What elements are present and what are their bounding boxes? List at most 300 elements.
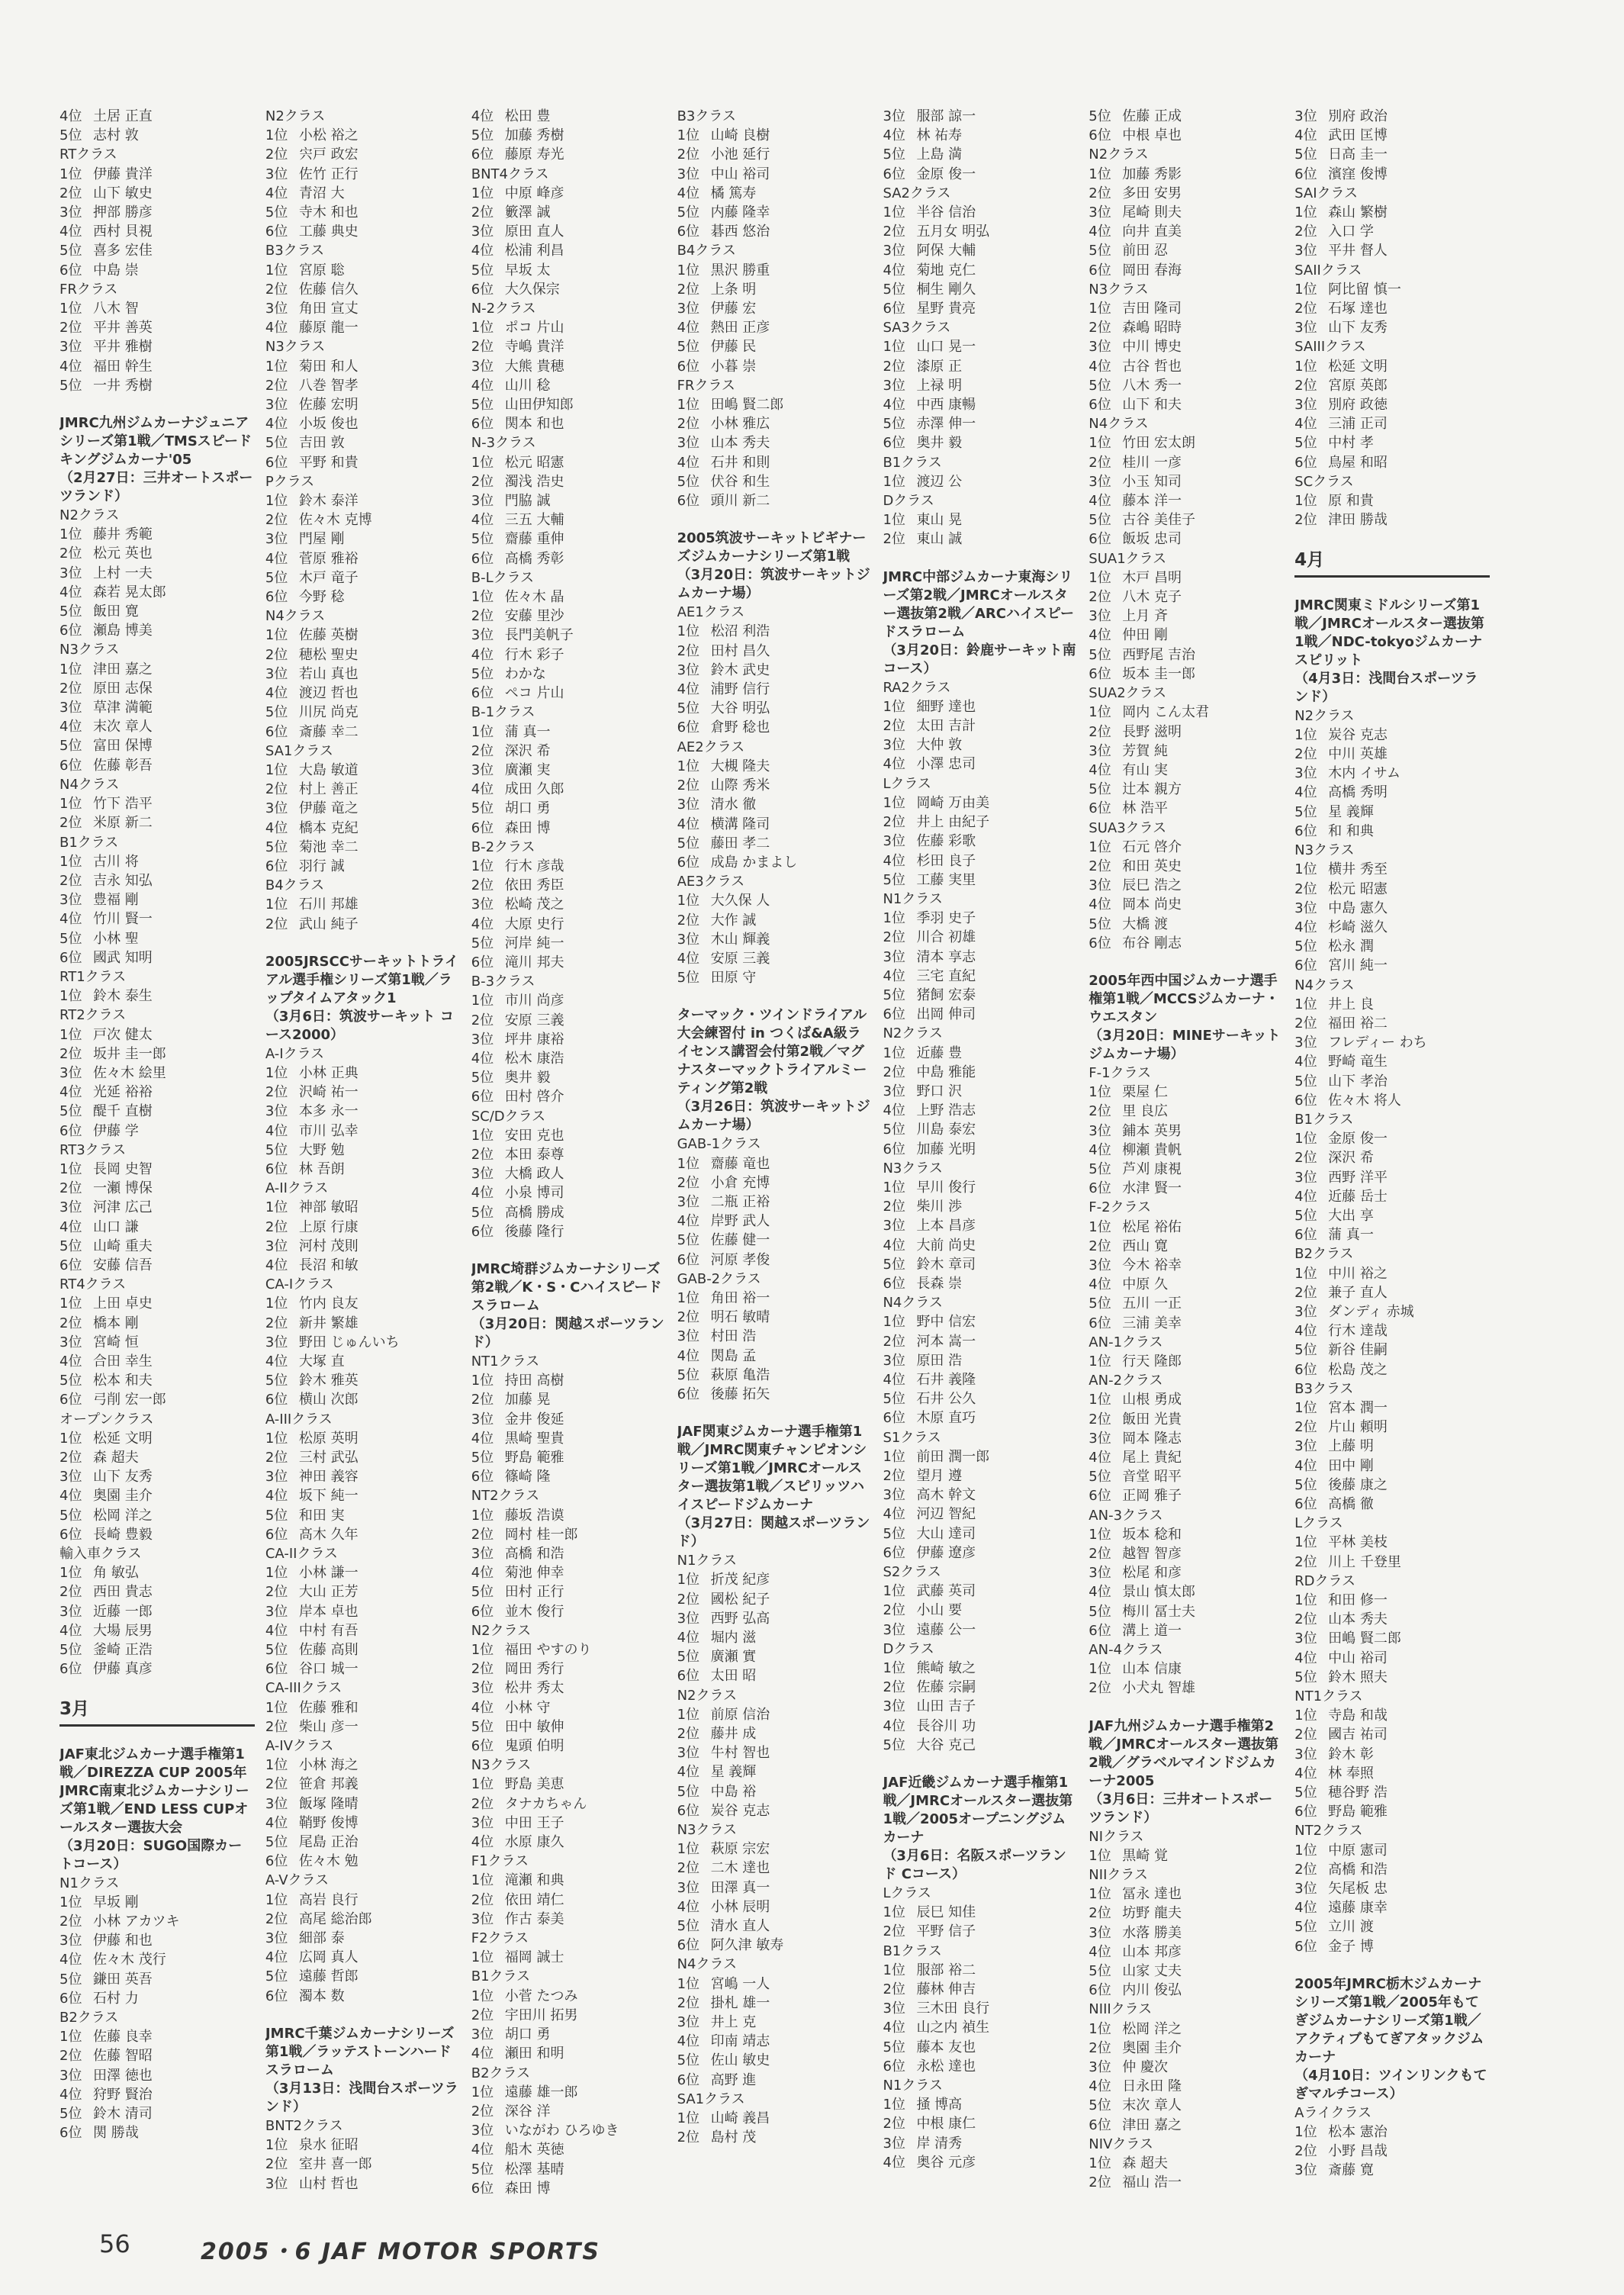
driver-name: 上月 斉 bbox=[1122, 608, 1169, 625]
result-row bbox=[883, 2018, 1078, 2037]
result-row bbox=[677, 453, 873, 472]
result-row bbox=[1089, 1256, 1284, 1275]
result-row bbox=[471, 2160, 667, 2179]
result-row bbox=[471, 2140, 667, 2159]
result-row bbox=[265, 126, 461, 145]
result-row bbox=[883, 1005, 1078, 1024]
driver-name: 金原 俊一 bbox=[1328, 1131, 1388, 1148]
result-row bbox=[1294, 165, 1490, 184]
class-heading: B3クラス bbox=[1294, 1380, 1354, 1397]
result-row bbox=[59, 1931, 255, 1950]
result-position: 2位 bbox=[1294, 224, 1317, 240]
driver-name: 野島 範雅 bbox=[504, 1450, 564, 1466]
result-row bbox=[1294, 1225, 1490, 1244]
driver-name: 奥井 毅 bbox=[916, 435, 963, 452]
driver-name: 八巻 智孝 bbox=[298, 377, 359, 394]
result-row bbox=[265, 857, 461, 876]
result-position: 4位 bbox=[883, 2020, 905, 2036]
result-position: 2位 bbox=[59, 546, 82, 562]
result-position: 3位 bbox=[883, 1218, 905, 1234]
driver-name: 五月女 明弘 bbox=[916, 224, 990, 240]
driver-name: 坂本 圭一郎 bbox=[1122, 665, 1196, 682]
result-position: 1位 bbox=[59, 166, 82, 182]
class-heading: Aライクラス bbox=[1294, 2104, 1372, 2121]
result-position: 1位 bbox=[883, 1962, 905, 1978]
driver-name: 金井 俊延 bbox=[504, 1411, 564, 1428]
result-row bbox=[1294, 510, 1490, 529]
result-row bbox=[677, 1289, 873, 1308]
event-venue: （2月27日：三井オートスポーツランド） bbox=[59, 470, 253, 505]
class-heading: AN-4クラス bbox=[1089, 1642, 1163, 1659]
driver-name: 服部 諒一 bbox=[916, 108, 976, 124]
driver-name: 山本 秀夫 bbox=[710, 435, 770, 452]
result-row bbox=[883, 1101, 1078, 1120]
result-row bbox=[677, 1782, 873, 1801]
result-row bbox=[1089, 1679, 1284, 1698]
result-position: 3位 bbox=[677, 931, 700, 948]
result-row bbox=[677, 757, 873, 776]
result-row bbox=[59, 1448, 255, 1467]
result-position: 2位 bbox=[471, 742, 494, 759]
result-position: 4位 bbox=[265, 1353, 288, 1370]
result-position: 6位 bbox=[1089, 935, 1111, 951]
result-row bbox=[677, 126, 873, 145]
result-row bbox=[1089, 165, 1284, 184]
result-position: 5位 bbox=[677, 700, 700, 717]
result-row bbox=[59, 564, 255, 583]
result-row bbox=[1294, 1341, 1490, 1360]
driver-name: 大橋 渡 bbox=[1122, 916, 1169, 932]
driver-name: 川尻 尚克 bbox=[298, 704, 359, 721]
result-row bbox=[471, 1910, 667, 1929]
driver-name: 掻 博高 bbox=[916, 2097, 963, 2113]
class-heading: N1クラス bbox=[883, 890, 943, 907]
class-heading: N2クラス bbox=[59, 507, 120, 524]
results-column bbox=[1294, 107, 1490, 2228]
result-position: 3位 bbox=[59, 1064, 82, 1081]
driver-name: 松延 文明 bbox=[93, 1430, 153, 1447]
result-row bbox=[59, 1352, 255, 1371]
result-row bbox=[265, 453, 461, 472]
result-position: 6位 bbox=[1294, 1227, 1317, 1244]
driver-name: 松岡 洋之 bbox=[1122, 2020, 1182, 2037]
result-position: 1位 bbox=[883, 1044, 905, 1061]
result-position: 2位 bbox=[1294, 746, 1317, 763]
driver-name: 遠藤 公一 bbox=[916, 1621, 976, 1638]
result-position: 2位 bbox=[471, 1146, 494, 1163]
result-position: 5位 bbox=[1294, 1342, 1317, 1359]
result-position: 3位 bbox=[677, 1745, 700, 1762]
driver-name: 清水 徹 bbox=[710, 797, 757, 813]
driver-name: 中村 孝 bbox=[1328, 435, 1374, 452]
driver-name: 仲 慶次 bbox=[1122, 2059, 1169, 2076]
driver-name: 鋪本 英男 bbox=[1122, 1122, 1182, 1139]
result-row bbox=[265, 1352, 461, 1371]
result-row bbox=[1294, 783, 1490, 802]
driver-name: 高木 久年 bbox=[298, 1526, 359, 1543]
driver-name: 平林 美枝 bbox=[1328, 1534, 1388, 1551]
result-position: 2位 bbox=[471, 339, 494, 356]
result-position: 6位 bbox=[677, 224, 700, 240]
result-position: 5位 bbox=[1089, 646, 1111, 663]
driver-name: 横井 秀至 bbox=[1328, 861, 1388, 878]
result-position: 2位 bbox=[677, 146, 700, 163]
result-position: 2位 bbox=[1294, 1553, 1317, 1570]
result-position: 4位 bbox=[471, 512, 494, 529]
driver-name: 猪飼 宏泰 bbox=[916, 987, 976, 1003]
result-row bbox=[883, 716, 1078, 735]
result-row bbox=[265, 819, 461, 838]
result-position: 3位 bbox=[1089, 1924, 1111, 1941]
result-position: 3位 bbox=[883, 108, 905, 124]
result-position: 3位 bbox=[471, 358, 494, 375]
driver-name: 松元 英也 bbox=[93, 546, 153, 562]
result-row bbox=[471, 1640, 667, 1659]
driver-name: 平井 善英 bbox=[93, 320, 153, 336]
driver-name: 内藤 隆幸 bbox=[710, 204, 770, 221]
result-position: 1位 bbox=[1294, 281, 1317, 298]
driver-name: 依田 秀臣 bbox=[504, 877, 564, 894]
driver-name: 坊野 龍夫 bbox=[1122, 1905, 1182, 1922]
result-row bbox=[677, 1878, 873, 1897]
result-row bbox=[59, 2123, 255, 2142]
result-row bbox=[677, 1762, 873, 1782]
driver-name: 水津 賢一 bbox=[1122, 1180, 1182, 1197]
result-row bbox=[1089, 838, 1284, 857]
result-position: 5位 bbox=[677, 473, 700, 490]
result-row bbox=[59, 1525, 255, 1544]
class-heading: N4クラス bbox=[883, 1295, 943, 1312]
driver-name: 佐藤 宗嗣 bbox=[916, 1679, 976, 1696]
result-row bbox=[883, 1063, 1078, 1082]
result-row bbox=[1089, 1275, 1284, 1294]
result-row bbox=[677, 1859, 873, 1878]
class-heading: Lクラス bbox=[883, 1885, 931, 1902]
result-row bbox=[1294, 880, 1490, 899]
result-row bbox=[677, 968, 873, 987]
driver-name: 望月 遵 bbox=[916, 1468, 963, 1484]
result-position: 5位 bbox=[677, 339, 700, 356]
driver-name: 小山 要 bbox=[916, 1602, 963, 1619]
result-row bbox=[883, 395, 1078, 414]
result-row bbox=[471, 1203, 667, 1222]
result-position: 2位 bbox=[265, 1084, 288, 1101]
driver-name: 行木 達哉 bbox=[1328, 1323, 1388, 1340]
result-row bbox=[265, 1948, 461, 1967]
driver-name: 佐藤 彩歌 bbox=[916, 833, 976, 850]
class-heading: F-2クラス bbox=[1089, 1199, 1152, 1216]
driver-name: 松島 茂之 bbox=[1328, 1361, 1388, 1378]
result-row bbox=[677, 795, 873, 814]
result-row bbox=[59, 337, 255, 356]
result-position: 4位 bbox=[1294, 1188, 1317, 1205]
driver-name: 市川 尚彦 bbox=[504, 993, 564, 1009]
driver-name: 坪井 康裕 bbox=[504, 1031, 564, 1048]
result-row bbox=[677, 930, 873, 949]
result-row bbox=[677, 911, 873, 930]
result-row bbox=[59, 126, 255, 145]
result-position: 5位 bbox=[471, 397, 494, 414]
result-row bbox=[1294, 726, 1490, 745]
result-position: 5位 bbox=[1294, 435, 1317, 452]
driver-name: 平井 雅樹 bbox=[93, 339, 153, 356]
driver-name: 和田 英史 bbox=[1122, 858, 1182, 874]
result-position: 5位 bbox=[677, 970, 700, 987]
result-row bbox=[471, 510, 667, 529]
result-row bbox=[883, 1351, 1078, 1370]
result-row bbox=[1089, 1179, 1284, 1198]
result-row bbox=[265, 1448, 461, 1467]
result-row bbox=[59, 852, 255, 871]
driver-name: 竹川 賢一 bbox=[93, 911, 153, 928]
result-position: 1位 bbox=[265, 262, 288, 278]
driver-name: 河津 広己 bbox=[93, 1199, 153, 1216]
result-row bbox=[883, 510, 1078, 529]
class-heading: N1クラス bbox=[677, 1553, 737, 1569]
driver-name: 吉永 知弘 bbox=[93, 872, 153, 889]
driver-name: 中根 卓也 bbox=[1122, 127, 1182, 144]
driver-name: 上原 行康 bbox=[298, 1218, 359, 1235]
result-row bbox=[1089, 1160, 1284, 1179]
result-row bbox=[883, 1697, 1078, 1716]
result-row bbox=[59, 1122, 255, 1141]
driver-name: 遠藤 康幸 bbox=[1328, 1900, 1388, 1917]
result-row bbox=[265, 1814, 461, 1833]
driver-name: 濁本 数 bbox=[298, 1988, 345, 2004]
result-position: 4位 bbox=[677, 1898, 700, 1915]
driver-name: 中山 裕司 bbox=[710, 166, 770, 182]
result-row bbox=[1294, 453, 1490, 472]
driver-name: 佐々木 茂行 bbox=[93, 1952, 166, 1968]
result-position: 4位 bbox=[677, 2033, 700, 2050]
event-venue: （3月6日：名阪スポーツランド Cコース） bbox=[883, 1848, 1066, 1883]
result-position: 2位 bbox=[471, 1661, 494, 1678]
result-row bbox=[471, 1737, 667, 1756]
result-row bbox=[1089, 1582, 1284, 1601]
driver-name: 大場 辰男 bbox=[93, 1622, 153, 1639]
page-number: 56 bbox=[99, 2229, 130, 2258]
driver-name: 高橋 和浩 bbox=[504, 1546, 564, 1563]
result-position: 5位 bbox=[1089, 377, 1111, 394]
driver-name: 森 超夫 bbox=[93, 1450, 139, 1466]
event-venue: （4月10日：ツインリンクもてぎマルチコース） bbox=[1294, 2067, 1487, 2102]
driver-name: 原田 浩 bbox=[916, 1352, 963, 1369]
result-row bbox=[59, 203, 255, 222]
result-row bbox=[471, 1448, 667, 1467]
result-row bbox=[59, 871, 255, 890]
result-position: 2位 bbox=[471, 1795, 494, 1812]
result-row bbox=[59, 987, 255, 1006]
result-position: 6位 bbox=[677, 1802, 700, 1819]
result-position: 5位 bbox=[1294, 1919, 1317, 1936]
driver-name: 大谷 克己 bbox=[916, 1737, 976, 1753]
result-position: 4位 bbox=[471, 108, 494, 124]
result-position: 3位 bbox=[265, 665, 288, 682]
driver-name: 篠崎 隆 bbox=[504, 1469, 551, 1485]
result-row bbox=[471, 1948, 667, 1967]
result-position: 4位 bbox=[59, 224, 82, 240]
result-position: 1位 bbox=[59, 1160, 82, 1177]
result-position: 2位 bbox=[1089, 1680, 1111, 1697]
result-row bbox=[883, 1736, 1078, 1755]
result-position: 2位 bbox=[471, 1012, 494, 1028]
driver-name: 大前 尚史 bbox=[916, 1237, 976, 1254]
result-position: 1位 bbox=[1294, 358, 1317, 375]
driver-name: 中島 雅能 bbox=[916, 1064, 976, 1080]
result-position: 1位 bbox=[265, 1565, 288, 1582]
result-position: 3位 bbox=[471, 493, 494, 510]
result-position: 4位 bbox=[471, 1430, 494, 1447]
driver-name: 高尾 総治郎 bbox=[298, 1910, 372, 1927]
result-row bbox=[883, 813, 1078, 832]
result-position: 2位 bbox=[265, 1315, 288, 1331]
driver-name: 田澤 徳也 bbox=[93, 2067, 153, 2084]
driver-name: 山際 秀米 bbox=[710, 777, 770, 794]
result-row bbox=[265, 780, 461, 799]
result-row bbox=[677, 357, 873, 376]
result-row bbox=[471, 337, 667, 356]
result-row bbox=[883, 1236, 1078, 1255]
driver-name: 鎌田 英吾 bbox=[93, 1971, 153, 1988]
driver-name: 武山 純子 bbox=[298, 916, 359, 932]
result-position: 3位 bbox=[471, 224, 494, 240]
driver-name: 高橋 秀明 bbox=[1328, 784, 1388, 801]
result-position: 3位 bbox=[1294, 765, 1317, 782]
result-position: 6位 bbox=[883, 1410, 905, 1427]
result-row bbox=[1089, 1544, 1284, 1563]
result-row bbox=[471, 895, 667, 914]
result-row bbox=[883, 1255, 1078, 1274]
result-row bbox=[265, 529, 461, 549]
result-position: 6位 bbox=[677, 493, 700, 510]
driver-name: 行木 彩子 bbox=[504, 646, 564, 663]
result-position: 2位 bbox=[883, 1468, 905, 1484]
result-position: 2位 bbox=[59, 185, 82, 201]
driver-name: 正岡 雅子 bbox=[1122, 1488, 1182, 1505]
driver-name: 末次 章人 bbox=[1122, 2097, 1182, 2114]
result-position: 4位 bbox=[1294, 127, 1317, 144]
result-row bbox=[471, 1030, 667, 1049]
result-position: 2位 bbox=[677, 1994, 700, 2011]
driver-name: 近藤 一郎 bbox=[93, 1603, 153, 1620]
result-row bbox=[1089, 2039, 1284, 2058]
result-position: 4位 bbox=[59, 719, 82, 735]
result-row bbox=[471, 357, 667, 376]
result-position: 4位 bbox=[59, 1622, 82, 1639]
driver-name: 原 和貴 bbox=[1328, 493, 1374, 510]
result-position: 3位 bbox=[1294, 243, 1317, 259]
class-heading: Dクラス bbox=[883, 493, 934, 510]
class-heading: B2クラス bbox=[471, 2065, 530, 2081]
driver-name: 山家 丈夫 bbox=[1122, 1963, 1182, 1980]
driver-name: 小林 アカツキ bbox=[93, 1914, 180, 1930]
result-position: 5位 bbox=[471, 531, 494, 548]
result-position: 3位 bbox=[1294, 2162, 1317, 2179]
driver-name: 林 奉照 bbox=[1328, 1765, 1374, 1782]
result-row bbox=[677, 261, 873, 280]
result-position: 3位 bbox=[677, 2014, 700, 2031]
driver-name: 原田 志保 bbox=[93, 680, 153, 697]
driver-name: 冨永 達也 bbox=[1122, 1886, 1182, 1903]
driver-name: 関 勝哉 bbox=[93, 2125, 139, 2142]
driver-name: 中島 憲久 bbox=[1328, 900, 1388, 916]
result-row bbox=[1089, 723, 1284, 742]
result-position: 6位 bbox=[677, 854, 700, 871]
driver-name: 木戸 竜子 bbox=[298, 569, 359, 586]
driver-name: 中原 憲司 bbox=[1328, 1842, 1388, 1859]
result-position: 2位 bbox=[471, 1392, 494, 1408]
result-row bbox=[471, 1775, 667, 1794]
class-heading: N3クラス bbox=[883, 1160, 943, 1176]
result-row bbox=[471, 1563, 667, 1582]
driver-name: 半谷 信治 bbox=[916, 204, 976, 221]
driver-name: 藤本 友也 bbox=[916, 2039, 976, 2055]
result-position: 1位 bbox=[265, 1296, 288, 1312]
class-heading: RDクラス bbox=[1294, 1572, 1355, 1589]
result-position: 5位 bbox=[265, 704, 288, 721]
driver-name: 中西 康暢 bbox=[916, 397, 976, 414]
result-position: 6位 bbox=[59, 1990, 82, 2007]
result-position: 2位 bbox=[883, 1064, 905, 1080]
result-position: 1位 bbox=[883, 910, 905, 927]
event-title: JMRC中部ジムカーナ東海シリーズ第2戦／JMRCオールスター選抜第2戦／ARCハイスピードスラローム bbox=[883, 568, 1075, 640]
driver-name: 柴山 彦一 bbox=[298, 1718, 359, 1735]
driver-name: 松元 昭憲 bbox=[1328, 880, 1388, 897]
result-row bbox=[265, 665, 461, 684]
result-position: 5位 bbox=[1089, 108, 1111, 124]
result-row bbox=[1089, 1122, 1284, 1141]
result-position: 1位 bbox=[677, 262, 700, 278]
result-row bbox=[59, 1563, 255, 1582]
result-row bbox=[883, 414, 1078, 433]
result-row bbox=[265, 587, 461, 607]
result-position: 3位 bbox=[1089, 1257, 1111, 1273]
driver-name: 佐山 敏史 bbox=[710, 2052, 770, 2069]
result-row bbox=[265, 799, 461, 818]
driver-name: 本田 泰尊 bbox=[504, 1146, 564, 1163]
result-position: 2位 bbox=[1089, 320, 1111, 336]
driver-name: 依田 靖仁 bbox=[504, 1891, 564, 1908]
driver-name: 長門美帆子 bbox=[504, 627, 574, 644]
result-row bbox=[471, 1126, 667, 1145]
result-position: 5位 bbox=[265, 435, 288, 452]
driver-name: 金子 博 bbox=[1328, 1938, 1374, 1955]
result-row bbox=[677, 1173, 873, 1193]
result-position: 2位 bbox=[59, 1450, 82, 1466]
result-row bbox=[59, 2066, 255, 2085]
result-row bbox=[883, 1485, 1078, 1505]
result-row bbox=[677, 642, 873, 661]
result-position: 4位 bbox=[471, 1185, 494, 1202]
driver-name: 濁浅 浩史 bbox=[504, 473, 564, 490]
result-row bbox=[471, 318, 667, 337]
event-title: JAF近畿ジムカーナ選手権第1戦／JMRCオールスター選抜第1戦／2005オープニングジムカーナ bbox=[883, 1775, 1073, 1846]
class-heading: FRクラス bbox=[677, 377, 735, 394]
result-position: 1位 bbox=[1089, 569, 1111, 586]
result-row bbox=[677, 1936, 873, 1955]
result-position: 2位 bbox=[677, 2129, 700, 2146]
driver-name: 長野 滋明 bbox=[1122, 723, 1182, 740]
driver-name: 新井 繁雄 bbox=[298, 1315, 359, 1331]
result-row bbox=[59, 2104, 255, 2123]
driver-name: ダンディ 赤城 bbox=[1328, 1303, 1414, 1320]
result-row bbox=[677, 2032, 873, 2051]
result-row bbox=[59, 376, 255, 395]
result-row bbox=[883, 793, 1078, 813]
driver-name: 西村 貝視 bbox=[93, 224, 153, 240]
result-position: 2位 bbox=[59, 1315, 82, 1331]
class-heading: NT2クラス bbox=[471, 1488, 540, 1505]
